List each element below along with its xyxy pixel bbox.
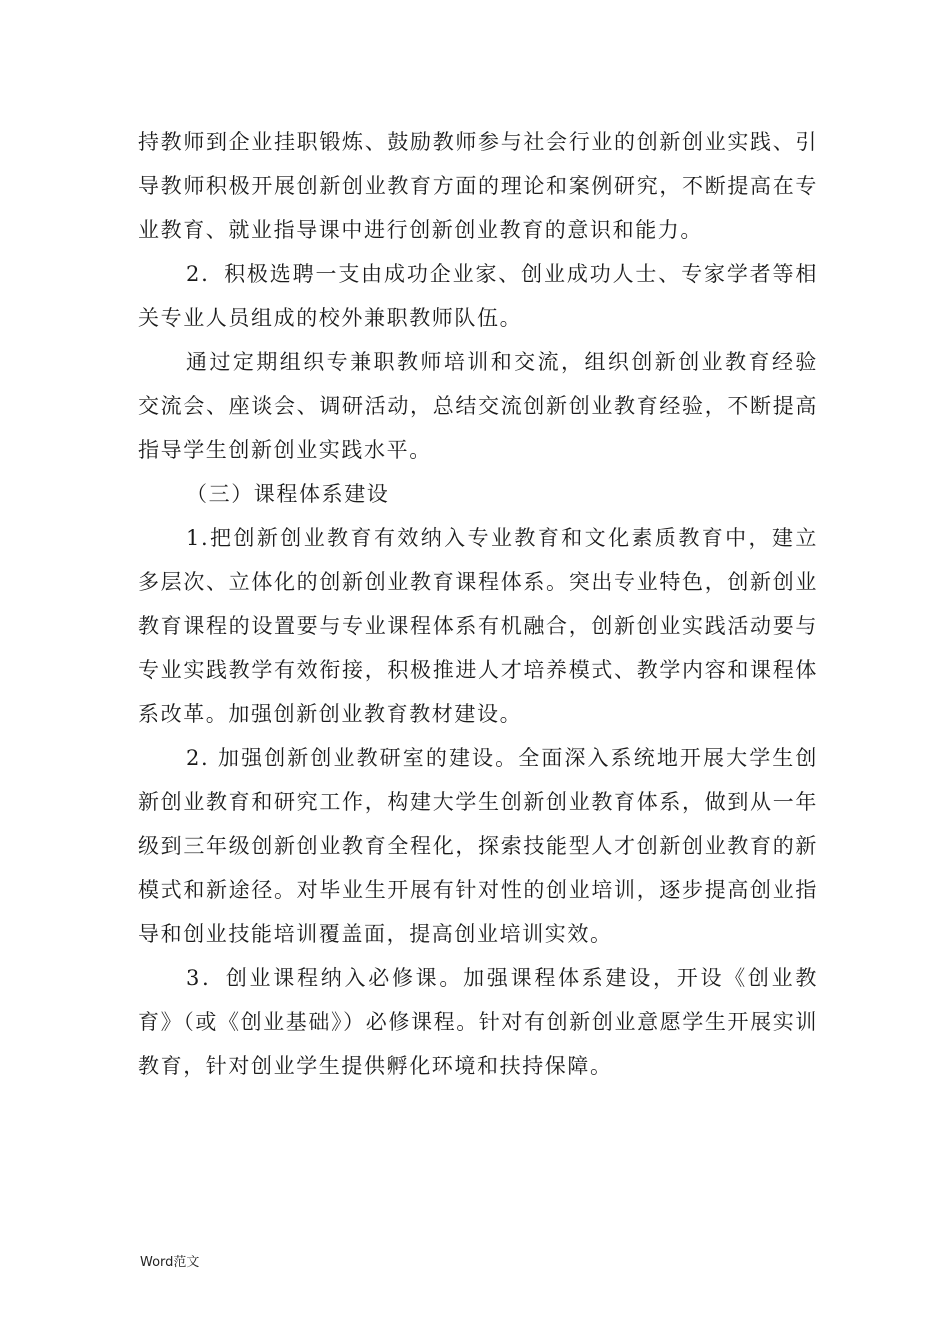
paragraph-training-exchange: 通过定期组织专兼职教师培训和交流，组织创新创业教育经验交流会、座谈会、调研活动，总结交流创新创业教育经验，不断提高指导学生创新创业实践水平。	[138, 350, 818, 462]
paragraph-external-teachers: 2．积极选聘一支由成功企业家、创业成功人士、专家学者等相关专业人员组成的校外兼职教师队伍。	[138, 262, 818, 330]
paragraph-curriculum-system: 1.把创新创业教育有效纳入专业教育和文化素质教育中，建立多层次、立体化的创新创业教育课程体系。突出专业特色，创新创业教育课程的设置要与专业课程体系有机融合，创新创业实践活动要与专业实践教学有效衔接，积极推进人才培养模式、教学内容和课程体系改革。加强创新创业教育教材建设。	[138, 526, 818, 726]
paragraph-teacher-practice: 持教师到企业挂职锻炼、鼓励教师参与社会行业的创新创业实践、引导教师积极开展创新创业教育方面的理论和案例研究，不断提高在专业教育、就业指导课中进行创新创业教育的意识和能力。	[138, 130, 818, 242]
section-heading-curriculum: （三）课程体系建设	[186, 482, 390, 506]
footer-watermark: Word范文	[140, 1255, 200, 1270]
paragraph-required-course: 3．创业课程纳入必修课。加强课程体系建设，开设《创业教育》（或《创业基础》）必修课程。针对有创新创业意愿学生开展实训教育，针对创业学生提供孵化环境和扶持保障。	[138, 966, 818, 1078]
document-body	[138, 120, 818, 1088]
paragraph-teaching-office: 2. 加强创新创业教研室的建设。全面深入系统地开展大学生创新创业教育和研究工作，构建大学生创新创业教育体系，做到从一年级到三年级创新创业教育全程化，探索技能型人才创新创业教育的新模式和新途径。对毕业生开展有针对性的创业培训，逐步提高创业指导和创业技能培训覆盖面，提高创业培训实效。	[138, 746, 818, 946]
